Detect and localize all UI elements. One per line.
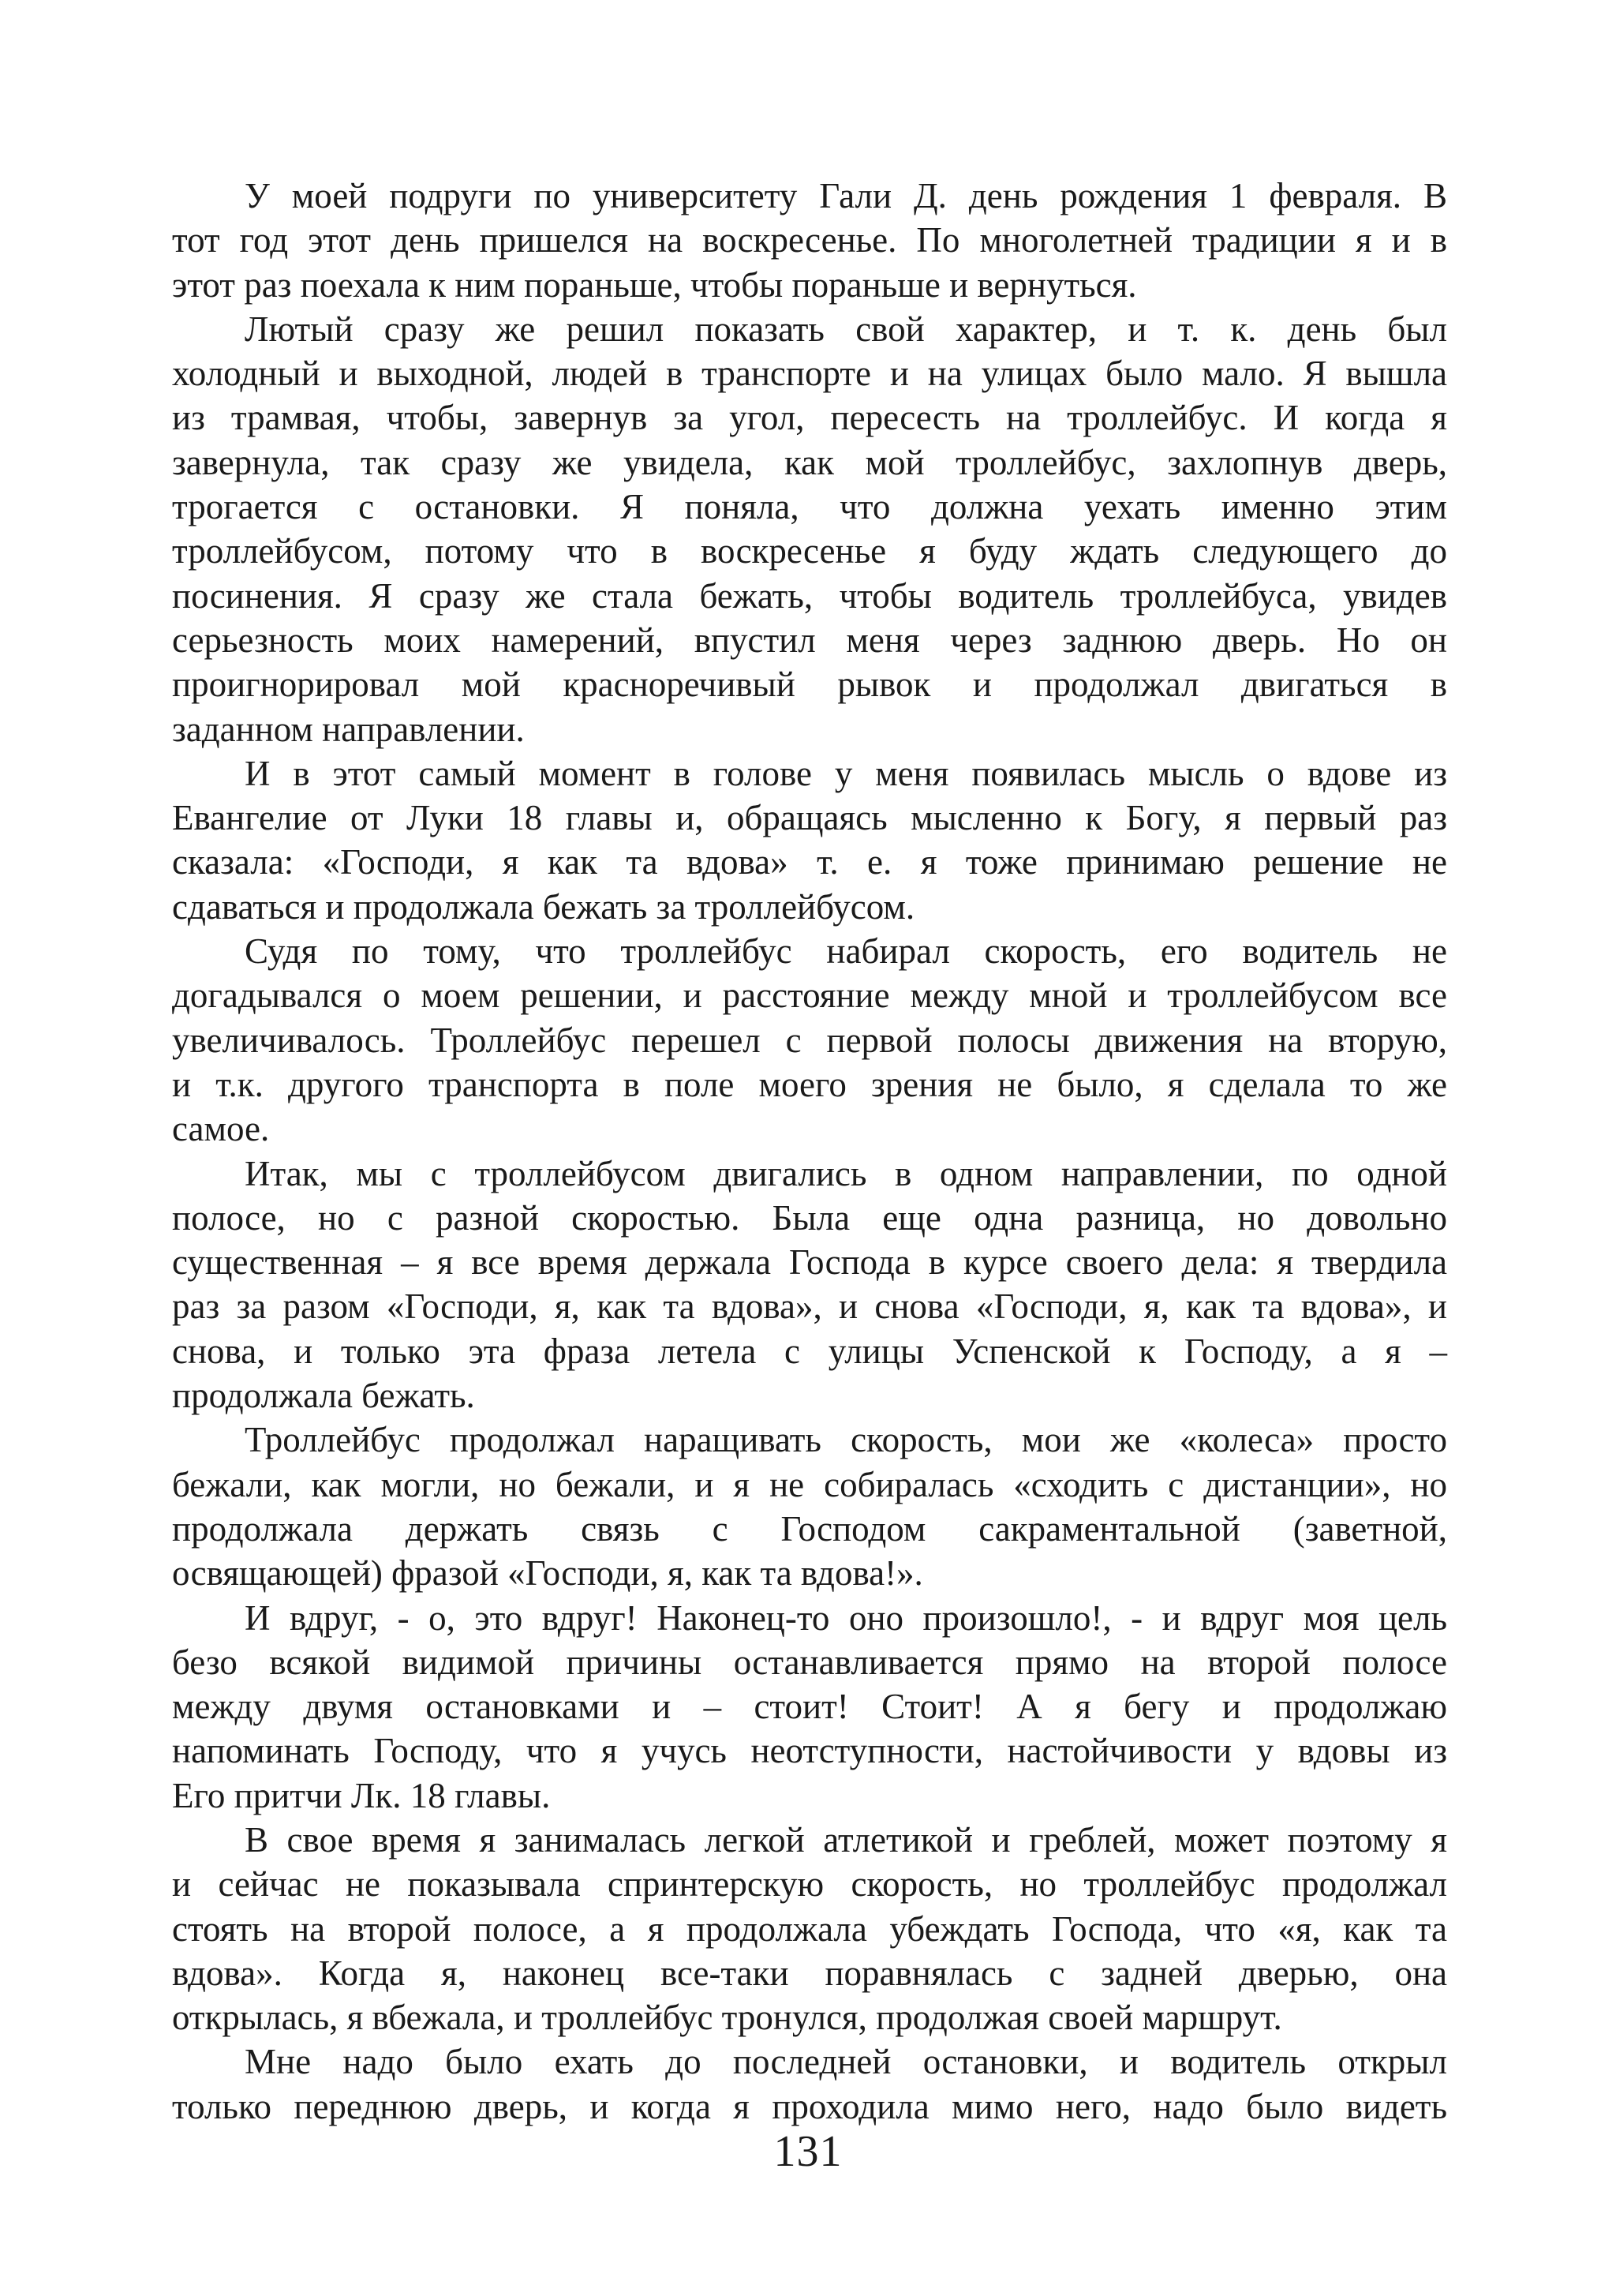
text-line: бежали, как могли, но бежали, и я не собиралась «сходить с дистанции», но <box>172 1464 1447 1504</box>
text-line: Его притчи Лк. 18 главы. <box>172 1775 551 1815</box>
text-line: безо всякой видимой причины останавливается прямо на второй полосе <box>172 1642 1447 1682</box>
text-line: самое. <box>172 1109 270 1149</box>
text-line: Мне надо было ехать до последней остановки, и водитель открыл <box>245 2042 1447 2082</box>
text-line: освящающей) фразой «Господи, я, как та вдова!». <box>172 1553 923 1594</box>
text-line: трогается с остановки. Я поняла, что должна уехать именно этим <box>172 487 1447 527</box>
text-line: посинения. Я сразу же стала бежать, чтобы водитель троллейбуса, увидев <box>172 575 1447 616</box>
text-line: догадывался о моем решении, и расстояние между мной и троллейбусом все <box>172 976 1447 1016</box>
text-line: полосе, но с разной скоростью. Была еще одна разница, но довольно <box>172 1197 1447 1238</box>
paragraph <box>172 751 1447 929</box>
text-line: Лютый сразу же решил показать свой характер, и т. к. день был <box>245 309 1447 349</box>
text-line: И вдруг, - о, это вдруг! Наконец-то оно произошло!, - и вдруг моя цель <box>245 1597 1447 1638</box>
text-line: троллейбусом, потому что в воскресенье я буду ждать следующего до <box>172 531 1447 571</box>
text-line: и сейчас не показывала спринтерскую скорость, но троллейбус продолжал <box>172 1864 1447 1905</box>
text-line: завернула, так сразу же увидела, как мой троллейбус, захлопнув дверь, <box>172 442 1447 482</box>
text-line: стоять на второй полосе, а я продолжала убеждать Господа, что «я, как та <box>172 1908 1447 1949</box>
text-line: снова, и только эта фраза летела с улицы Успенской к Господу, а я – <box>172 1331 1447 1371</box>
paragraph <box>172 1418 1447 1595</box>
text-line: Итак, мы с троллейбусом двигались в одном направлении, по одной <box>245 1153 1447 1193</box>
body-text <box>172 174 1447 2129</box>
paragraph <box>172 307 1447 751</box>
paragraph <box>172 174 1447 307</box>
text-line: и т.к. другого транспорта в поле моего зрения не было, я сделала то же <box>172 1064 1447 1104</box>
text-line: существенная – я все время держала Господа в курсе своего дела: я твердила <box>172 1242 1447 1283</box>
text-line: заданном направлении. <box>172 709 525 749</box>
text-line: У моей подруги по университету Гали Д. день рождения 1 февраля. В <box>245 176 1447 215</box>
text-line: открылась, я вбежала, и троллейбус тронулся, продолжая своей маршрут. <box>172 1998 1282 2038</box>
text-line: вдова». Когда я, наконец все-таки поравнялась с задней дверью, она <box>172 1953 1447 1993</box>
text-line: тот год этот день пришелся на воскресенье. По многолетней традиции я и в <box>172 220 1447 260</box>
text-line: только переднюю дверь, и когда я проходила мимо него, надо было видеть <box>172 2086 1447 2126</box>
text-line: сказала: «Господи, я как та вдова» т. е. я тоже принимаю решение не <box>172 842 1447 882</box>
text-line: Евангелие от Луки 18 главы и, обращаясь мысленно к Богу, я первый раз <box>172 798 1447 838</box>
text-line: сдаваться и продолжала бежать за троллейбусом. <box>172 886 915 927</box>
text-line: этот раз поехала к ним пораньше, чтобы пораньше и вернуться. <box>172 264 1137 305</box>
text-line: напоминать Господу, что я учусь неотступности, настойчивости у вдовы из <box>172 1731 1447 1771</box>
paragraph <box>172 1818 1447 2039</box>
text-line: проигнорировал мой красноречивый рывок и продолжал двигаться в <box>172 665 1447 705</box>
text-line: увеличивалось. Троллейбус перешел с первой полосы движения на вторую, <box>172 1020 1447 1060</box>
text-line: из трамвая, чтобы, завернув за угол, пересесть на троллейбус. И когда я <box>172 398 1447 438</box>
text-line: между двумя остановками и – стоит! Стоит! А я бегу и продолжаю <box>172 1687 1447 1727</box>
text-line: И в этот самый момент в голове у меня появилась мысль о вдове из <box>245 753 1447 793</box>
paragraph <box>172 1152 1447 1418</box>
text-line: серьезность моих намерений, впустил меня через заднюю дверь. Но он <box>172 620 1447 660</box>
text-line: продолжала бежать. <box>172 1376 475 1416</box>
paragraph <box>172 929 1447 1151</box>
text-line: холодный и выходной, людей в транспорте и на улицах было мало. Я вышла <box>172 354 1447 394</box>
text-line: продолжала держать связь с Господом сакраментальной (заветной, <box>172 1508 1447 1549</box>
text-line: раз за разом «Господи, я, как та вдова», и снова «Господи, я, как та вдова», и <box>172 1287 1447 1327</box>
text-line: В свое время я занималась легкой атлетикой и греблей, может поэтому я <box>245 1819 1447 1860</box>
text-line: Троллейбус продолжал наращивать скорость, мои же «колеса» просто <box>245 1420 1447 1460</box>
text-line: Судя по тому, что троллейбус набирал скорость, его водитель не <box>245 931 1447 972</box>
page-number: 131 <box>773 2127 843 2176</box>
paragraph <box>172 2039 1447 2129</box>
paragraph <box>172 1596 1447 1818</box>
